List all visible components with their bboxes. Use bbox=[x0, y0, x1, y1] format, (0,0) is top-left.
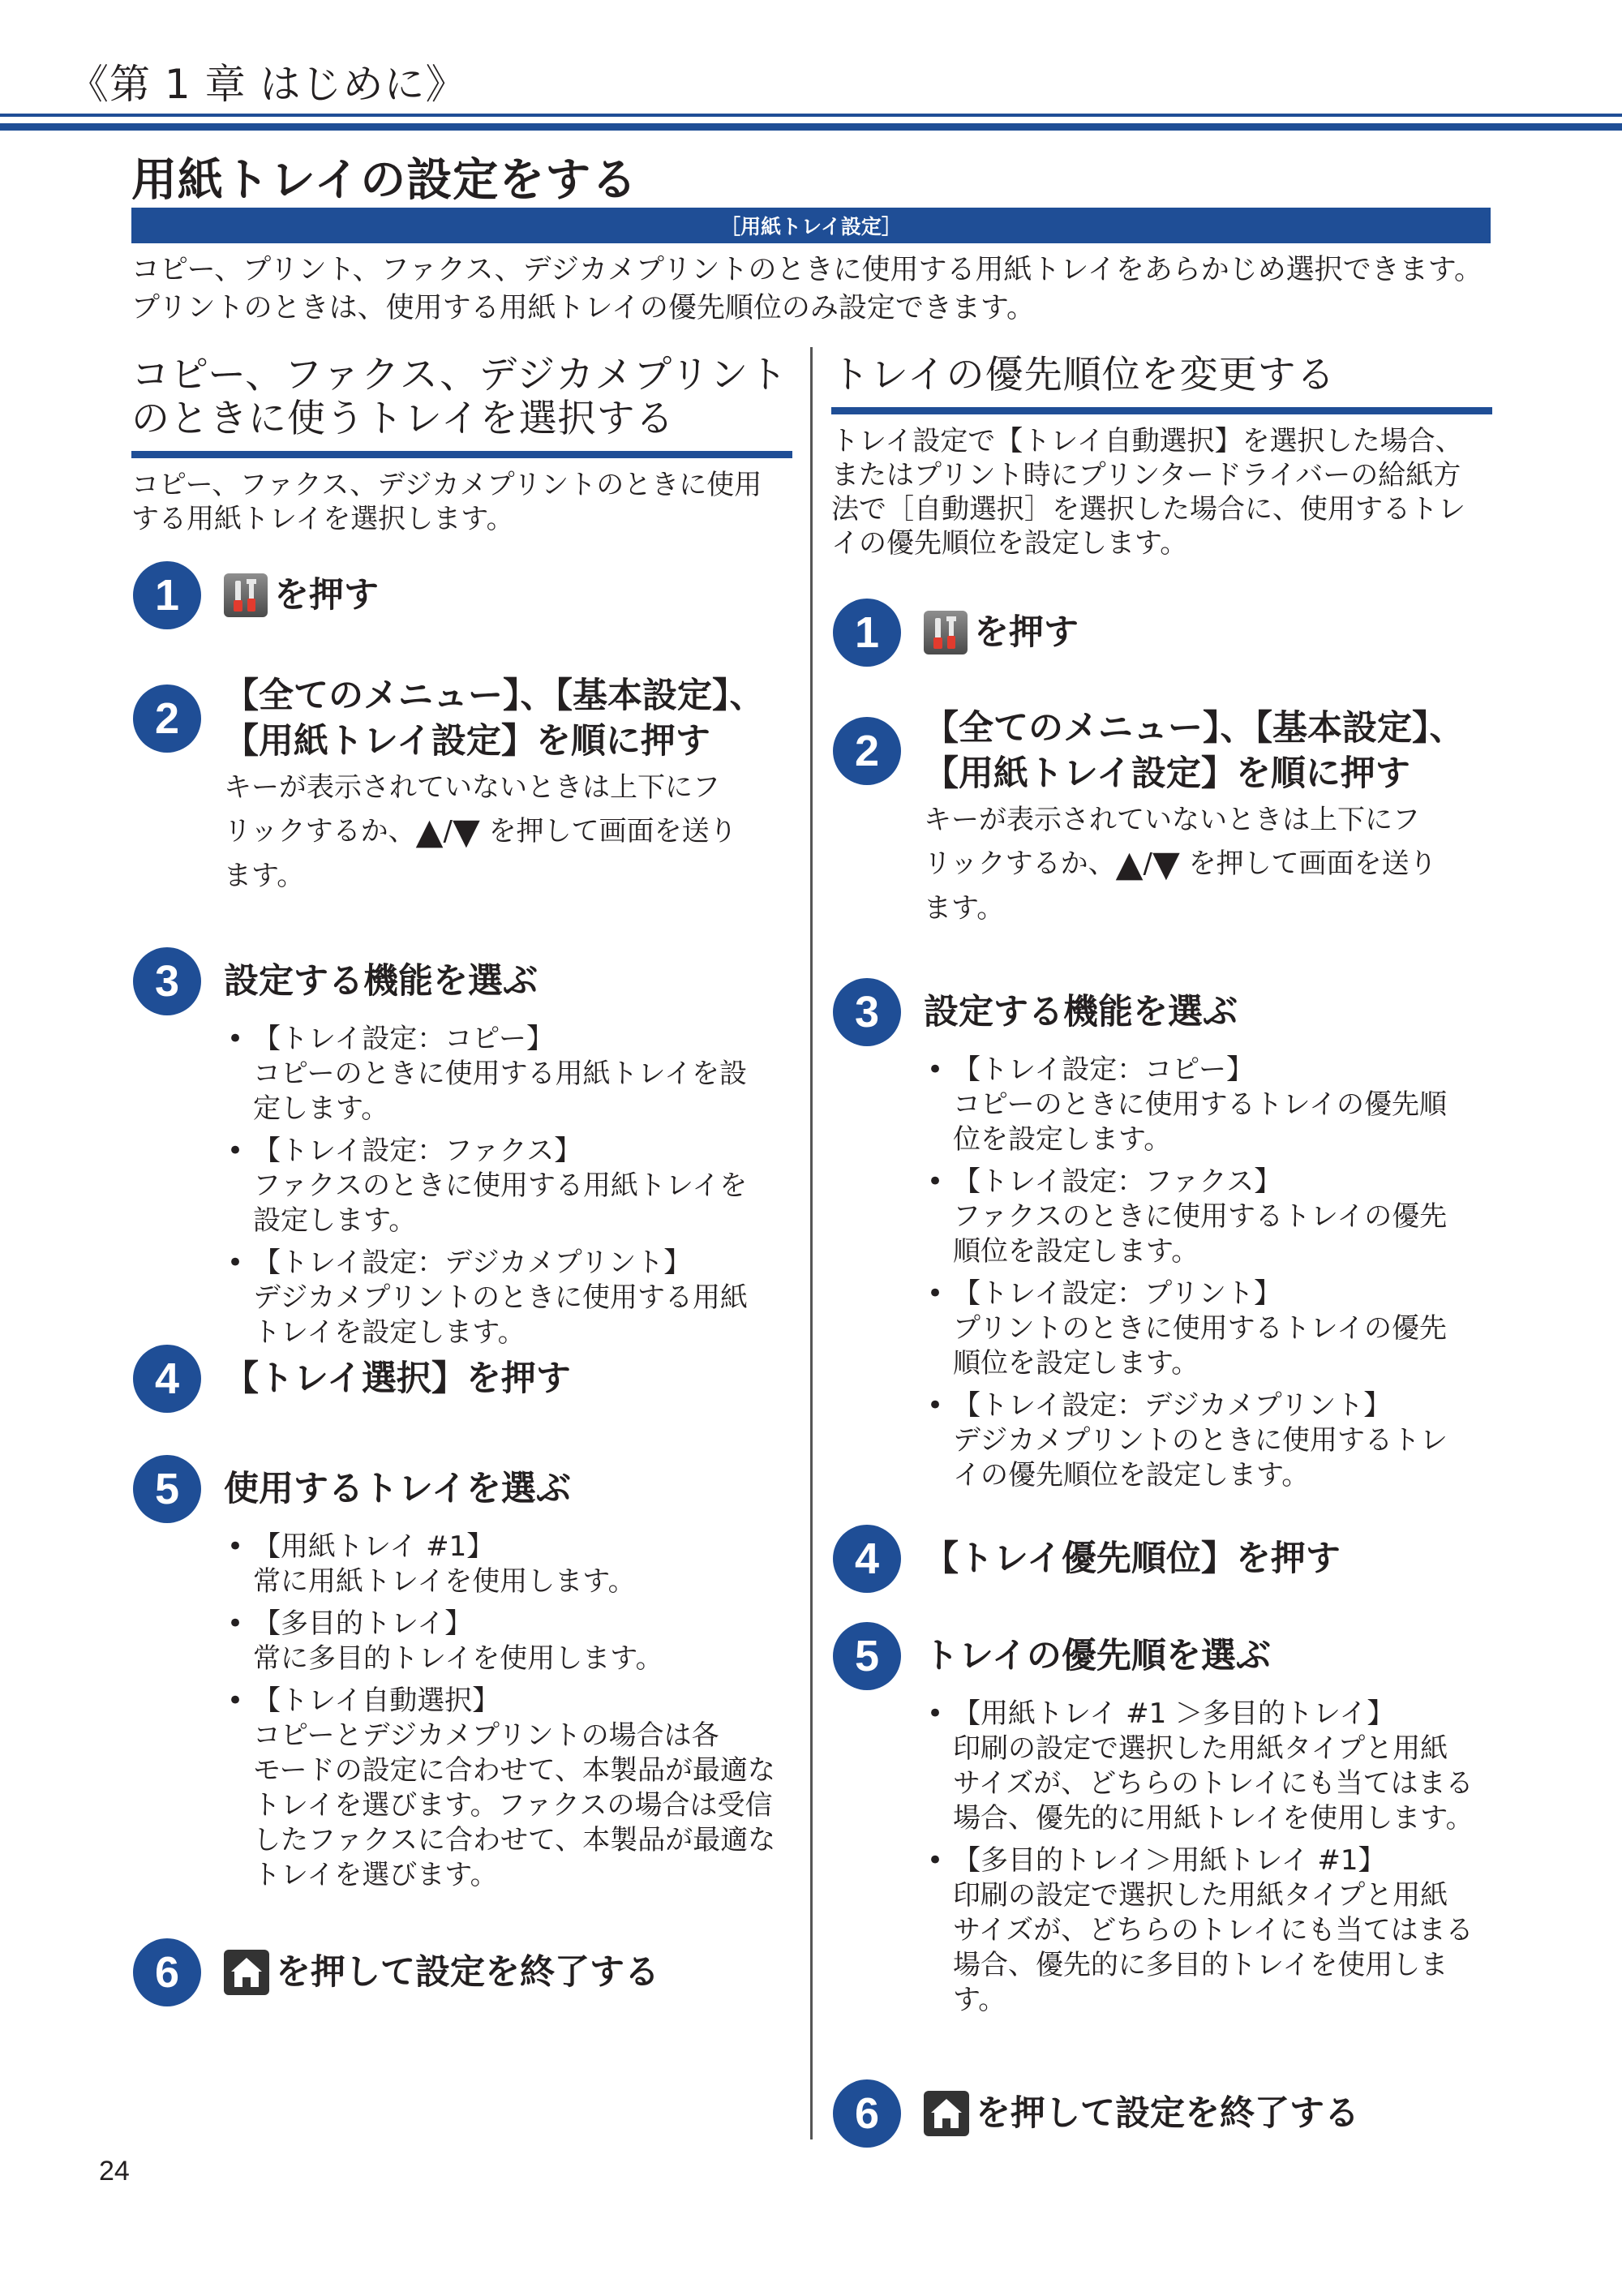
step-heading bbox=[924, 610, 1079, 655]
section-title bbox=[831, 354, 1492, 397]
home-icon bbox=[924, 2091, 969, 2136]
header-rule-thick bbox=[0, 123, 1622, 131]
bullet-icon: • bbox=[227, 1135, 244, 1167]
step-heading bbox=[224, 673, 765, 764]
step-number: 1 bbox=[133, 561, 201, 629]
intro-line: プリントのときは、使用する用紙トレイの優先順位のみ設定できます。 bbox=[131, 292, 1036, 324]
option-desc: 場合、優先的に多目的トレイを使用しま bbox=[953, 1949, 1448, 1981]
settings-tools-icon bbox=[924, 611, 968, 654]
step-heading: 設定する機能を選ぶ bbox=[224, 961, 538, 1002]
step-number: 6 bbox=[833, 2079, 901, 2148]
option-item bbox=[924, 1053, 1495, 1157]
description-line: する用紙トレイを選択します。 bbox=[131, 503, 514, 535]
left-column bbox=[131, 353, 792, 1997]
step-heading: 設定する機能を選ぶ bbox=[924, 992, 1238, 1032]
note-line: リックするか、▲/▼ を押して画面を送り bbox=[224, 811, 737, 852]
column-divider bbox=[810, 347, 813, 2139]
bullet-icon: • bbox=[227, 1023, 244, 1055]
menu-path-bar bbox=[131, 208, 1491, 243]
section-title-line: コピー、ファクス、デジカメプリント bbox=[131, 353, 788, 397]
step-heading-line: 【全てのメニュー】、【基本設定】、 bbox=[224, 676, 765, 716]
option-label: 【トレイ設定：コピー】 bbox=[953, 1054, 1254, 1086]
option-item bbox=[224, 1684, 796, 1893]
description-line: トレイ設定で【トレイ自動選択】を選択した場合、 bbox=[831, 425, 1463, 457]
option-desc: 順位を設定します。 bbox=[953, 1235, 1199, 1268]
section-rule bbox=[831, 407, 1492, 414]
step-heading: 【トレイ選択】を押す bbox=[224, 1358, 571, 1399]
option-label: 【トレイ設定：ファクス】 bbox=[253, 1135, 582, 1167]
option-desc: サイズが、どちらのトレイにも当てはまる bbox=[953, 1767, 1474, 1800]
option-desc: デジカメプリントのときに使用する用紙 bbox=[253, 1281, 748, 1314]
option-label: 【トレイ設定：コピー】 bbox=[253, 1023, 554, 1055]
home-icon bbox=[224, 1950, 269, 1995]
step-heading: トレイの優先順を選ぶ bbox=[924, 1636, 1271, 1676]
section-rule bbox=[131, 451, 792, 458]
section-description bbox=[831, 424, 1492, 560]
option-desc: モードの設定に合わせて、本製品が最適な bbox=[253, 1754, 775, 1787]
section-title bbox=[131, 354, 792, 441]
section-title-line: のときに使うトレイを選択する bbox=[131, 397, 675, 441]
right-column bbox=[831, 353, 1492, 2138]
option-desc: イの優先順位を設定します。 bbox=[953, 1459, 1310, 1491]
option-item bbox=[224, 1607, 796, 1676]
step-text: を押して設定を終了する bbox=[976, 2093, 1359, 2134]
bullet-icon: • bbox=[927, 1844, 944, 1877]
step-heading: 使用するトレイを選ぶ bbox=[224, 1469, 571, 1509]
down-arrow-icon: ▼ bbox=[1152, 843, 1180, 885]
option-desc: 印刷の設定で選択した用紙タイプと用紙 bbox=[953, 1732, 1448, 1765]
option-label: 【トレイ自動選択】 bbox=[253, 1684, 500, 1717]
option-desc: 位を設定します。 bbox=[953, 1123, 1172, 1156]
option-desc: トレイを選びます。 bbox=[253, 1859, 498, 1891]
option-label: 【用紙トレイ #1 ＞多目的トレイ】 bbox=[953, 1697, 1395, 1730]
intro-line: コピー、プリント、ファクス、デジカメプリントのときに使用する用紙トレイをあらかじめ選択できます。 bbox=[131, 254, 1483, 286]
option-item bbox=[224, 1246, 796, 1350]
step-number: 6 bbox=[133, 1938, 201, 2006]
step-note bbox=[224, 766, 792, 898]
option-item bbox=[924, 1843, 1495, 2018]
option-desc: コピーとデジカメプリントの場合は各 bbox=[253, 1719, 719, 1752]
bullet-icon: • bbox=[227, 1684, 244, 1717]
option-desc: コピーのときに使用する用紙トレイを設 bbox=[253, 1058, 747, 1090]
step-number: 5 bbox=[133, 1455, 201, 1523]
header-rule-thin bbox=[0, 114, 1622, 117]
step-heading bbox=[224, 1950, 659, 1995]
bullet-icon: • bbox=[927, 1697, 944, 1730]
option-desc: 定します。 bbox=[253, 1092, 389, 1125]
option-list bbox=[924, 1053, 1495, 1500]
option-label: 【用紙トレイ #1】 bbox=[253, 1530, 495, 1563]
option-label: 【トレイ設定：プリント】 bbox=[953, 1277, 1281, 1310]
bullet-icon: • bbox=[227, 1530, 244, 1563]
note-line: キーが表示されていないときは上下にフ bbox=[924, 804, 1420, 836]
step-heading: 【トレイ優先順位】を押す bbox=[924, 1539, 1341, 1579]
description-line: コピー、ファクス、デジカメプリントのときに使用 bbox=[131, 469, 762, 501]
option-desc: したファクスに合わせて、本製品が最適な bbox=[253, 1824, 776, 1856]
option-label: 【トレイ設定：デジカメプリント】 bbox=[253, 1247, 692, 1279]
step-number: 3 bbox=[133, 947, 201, 1015]
intro-text bbox=[131, 251, 1510, 328]
bullet-icon: • bbox=[227, 1607, 244, 1640]
step-number: 4 bbox=[133, 1345, 201, 1413]
option-label: 【多目的トレイ】 bbox=[253, 1607, 473, 1640]
option-desc: コピーのときに使用するトレイの優先順 bbox=[953, 1088, 1447, 1121]
step-heading-line: 【用紙トレイ設定】を順に押す bbox=[924, 753, 1410, 794]
step-heading bbox=[924, 2091, 1359, 2136]
step-number: 2 bbox=[833, 717, 901, 785]
step-number: 2 bbox=[133, 685, 201, 753]
option-desc: 印刷の設定で選択した用紙タイプと用紙 bbox=[953, 1879, 1448, 1912]
note-line: キーが表示されていないときは上下にフ bbox=[224, 771, 720, 804]
step-number: 3 bbox=[833, 978, 901, 1046]
step-heading bbox=[924, 706, 1465, 796]
step-heading-line: 【用紙トレイ設定】を順に押す bbox=[224, 721, 710, 762]
settings-tools-icon bbox=[224, 573, 268, 617]
option-item bbox=[224, 1022, 796, 1127]
step-number: 4 bbox=[833, 1525, 901, 1593]
option-desc: ファクスのときに使用する用紙トレイを bbox=[253, 1169, 748, 1202]
option-desc: ファクスのときに使用するトレイの優先 bbox=[953, 1200, 1448, 1233]
up-arrow-icon: ▲ bbox=[1115, 843, 1144, 885]
note-line: ます。 bbox=[224, 860, 305, 892]
step-number: 5 bbox=[833, 1622, 901, 1690]
description-line: またはプリント時にプリンタードライバーの給紙方 bbox=[831, 459, 1461, 491]
option-desc: 順位を設定します。 bbox=[953, 1347, 1199, 1380]
option-item bbox=[924, 1697, 1495, 1836]
up-arrow-icon: ▲ bbox=[415, 811, 444, 852]
bullet-icon: • bbox=[927, 1389, 944, 1422]
option-list bbox=[224, 1022, 796, 1358]
option-label: 【多目的トレイ＞用紙トレイ #1】 bbox=[953, 1844, 1386, 1877]
option-desc: 設定します。 bbox=[253, 1204, 417, 1237]
option-desc: 常に用紙トレイを使用します。 bbox=[253, 1565, 636, 1598]
option-list bbox=[924, 1697, 1495, 2025]
section-description bbox=[131, 468, 792, 536]
option-label: 【トレイ設定：ファクス】 bbox=[953, 1165, 1282, 1198]
option-item bbox=[924, 1165, 1495, 1269]
option-item bbox=[924, 1388, 1495, 1493]
bullet-icon: • bbox=[227, 1247, 244, 1279]
option-item bbox=[224, 1530, 796, 1599]
step-note bbox=[924, 798, 1491, 930]
step-heading bbox=[224, 573, 379, 618]
bullet-icon: • bbox=[927, 1277, 944, 1310]
chapter-heading: 《第 1 章 はじめに》 bbox=[68, 61, 467, 108]
description-line: イの優先順位を設定します。 bbox=[831, 527, 1188, 560]
option-item bbox=[924, 1277, 1495, 1381]
section-title-line: トレイの優先順位を変更する bbox=[831, 353, 1336, 397]
option-desc: トレイを選びます。ファクスの場合は受信 bbox=[253, 1789, 773, 1822]
step-heading-line: 【全てのメニュー】、【基本設定】、 bbox=[924, 708, 1465, 749]
menu-path-label: ［用紙トレイ設定］ bbox=[720, 215, 902, 238]
step-text: を押して設定を終了する bbox=[276, 1952, 659, 1993]
page-number: 24 bbox=[99, 2156, 130, 2187]
step-text: を押す bbox=[274, 575, 379, 616]
option-label: 【トレイ設定：デジカメプリント】 bbox=[953, 1389, 1392, 1422]
option-desc: 常に多目的トレイを使用します。 bbox=[253, 1642, 663, 1675]
option-desc: 場合、優先的に用紙トレイを使用します。 bbox=[953, 1802, 1474, 1835]
step-number: 1 bbox=[833, 599, 901, 667]
step-text: を押す bbox=[974, 612, 1079, 653]
option-desc: トレイを設定します。 bbox=[253, 1316, 526, 1349]
note-line: リックするか、▲/▼ を押して画面を送り bbox=[924, 843, 1437, 885]
option-item bbox=[224, 1134, 796, 1238]
bullet-icon: • bbox=[927, 1054, 944, 1086]
description-line: 法で［自動選択］を選択した場合に、使用するトレ bbox=[831, 493, 1465, 526]
option-list bbox=[224, 1530, 796, 1900]
option-desc: す。 bbox=[953, 1984, 1006, 2016]
bullet-icon: • bbox=[927, 1165, 944, 1198]
note-line: ます。 bbox=[924, 892, 1005, 925]
option-desc: デジカメプリントのときに使用するトレ bbox=[953, 1424, 1448, 1457]
down-arrow-icon: ▼ bbox=[452, 811, 480, 852]
option-desc: プリントのときに使用するトレイの優先 bbox=[953, 1312, 1447, 1345]
option-desc: サイズが、どちらのトレイにも当てはまる bbox=[953, 1914, 1474, 1946]
page-title: 用紙トレイの設定をする bbox=[131, 154, 638, 207]
